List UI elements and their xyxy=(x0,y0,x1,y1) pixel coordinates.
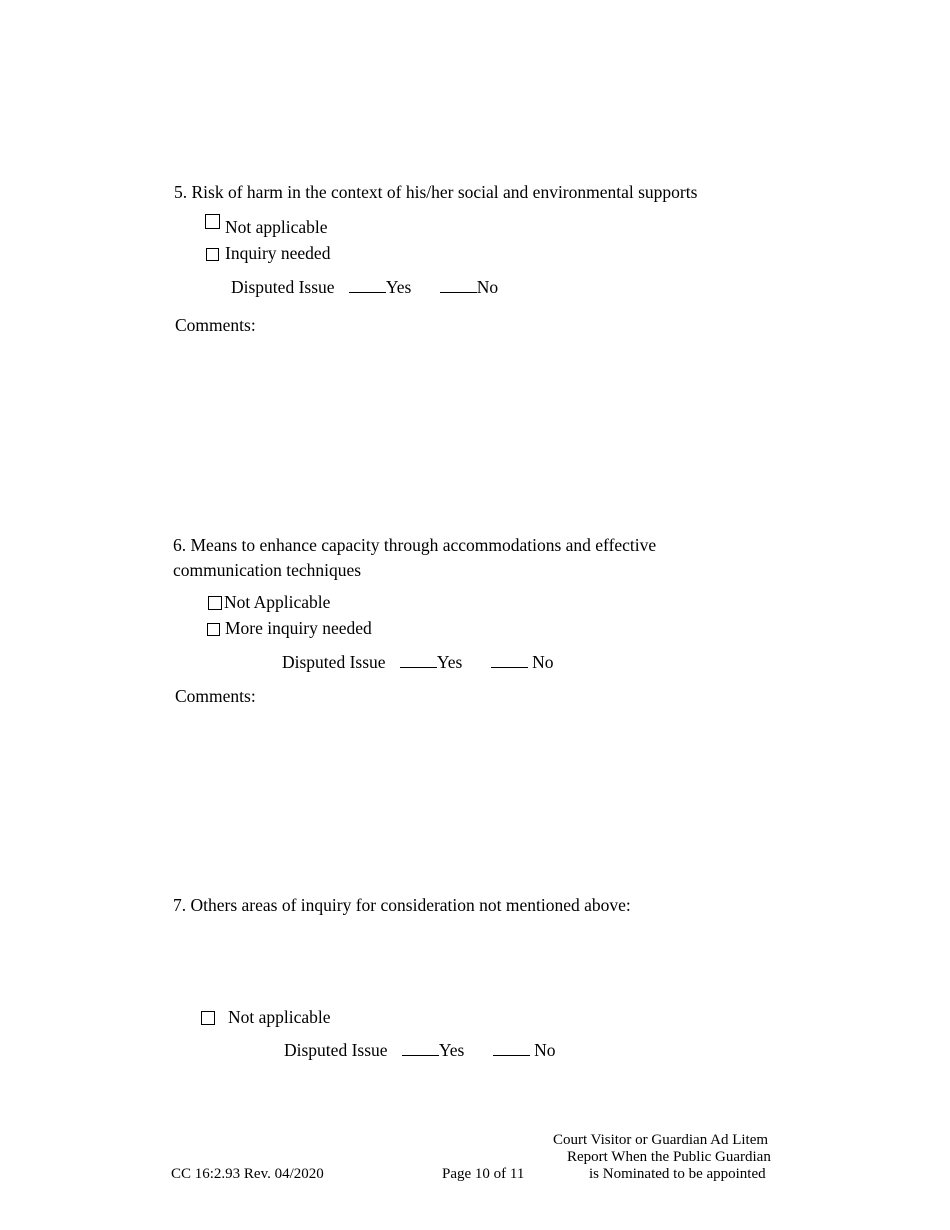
no-blank[interactable] xyxy=(491,653,528,668)
yes-blank[interactable] xyxy=(349,278,386,293)
yes-label: Yes xyxy=(436,652,463,672)
checkbox-icon[interactable] xyxy=(201,1011,215,1025)
checkbox-icon[interactable] xyxy=(205,214,220,229)
no-label: No xyxy=(529,1040,556,1060)
section6-comments-label: Comments: xyxy=(175,686,256,706)
yes-blank[interactable] xyxy=(400,653,437,668)
section6-disputed-issue xyxy=(282,652,554,673)
section6-heading-line1: 6. Means to enhance capacity through accommodations and effective xyxy=(173,535,657,555)
section5-disputed-issue xyxy=(231,277,498,298)
yes-label: Yes xyxy=(438,1040,465,1060)
checkbox-icon[interactable] xyxy=(206,248,219,261)
yes-label: Yes xyxy=(385,277,412,297)
option-label: Not applicable xyxy=(225,217,328,237)
checkbox-icon[interactable] xyxy=(207,623,220,636)
section5-comments-label: Comments: xyxy=(175,315,256,335)
no-label: No xyxy=(527,652,554,672)
section6-heading-line2: communication techniques xyxy=(173,560,362,580)
disputed-label: Disputed Issue xyxy=(231,277,335,297)
footer-form-number: CC 16:2.93 Rev. 04/2020 xyxy=(171,1166,324,1182)
yes-blank[interactable] xyxy=(402,1041,439,1056)
section5-heading: 5. Risk of harm in the context of his/her social and environmental supports xyxy=(174,182,698,202)
no-blank[interactable] xyxy=(440,278,477,293)
no-blank[interactable] xyxy=(493,1041,530,1056)
section7-heading: 7. Others areas of inquiry for consideration not mentioned above: xyxy=(173,895,631,915)
option-label: More inquiry needed xyxy=(225,618,372,638)
option-label: Inquiry needed xyxy=(225,243,331,263)
option-label: Not Applicable xyxy=(224,592,331,612)
option-label: Not applicable xyxy=(228,1007,331,1027)
section7-disputed-issue xyxy=(284,1040,556,1061)
disputed-label: Disputed Issue xyxy=(284,1040,388,1060)
disputed-label: Disputed Issue xyxy=(282,652,386,672)
footer-page-number: Page 10 of 11 xyxy=(442,1166,525,1182)
footer-title-line3: is Nominated to be appointed xyxy=(589,1166,766,1182)
footer-title-line1: Court Visitor or Guardian Ad Litem xyxy=(553,1132,769,1148)
checkbox-icon[interactable] xyxy=(208,596,222,610)
footer-title-line2: Report When the Public Guardian xyxy=(567,1149,771,1165)
no-label: No xyxy=(476,277,499,297)
